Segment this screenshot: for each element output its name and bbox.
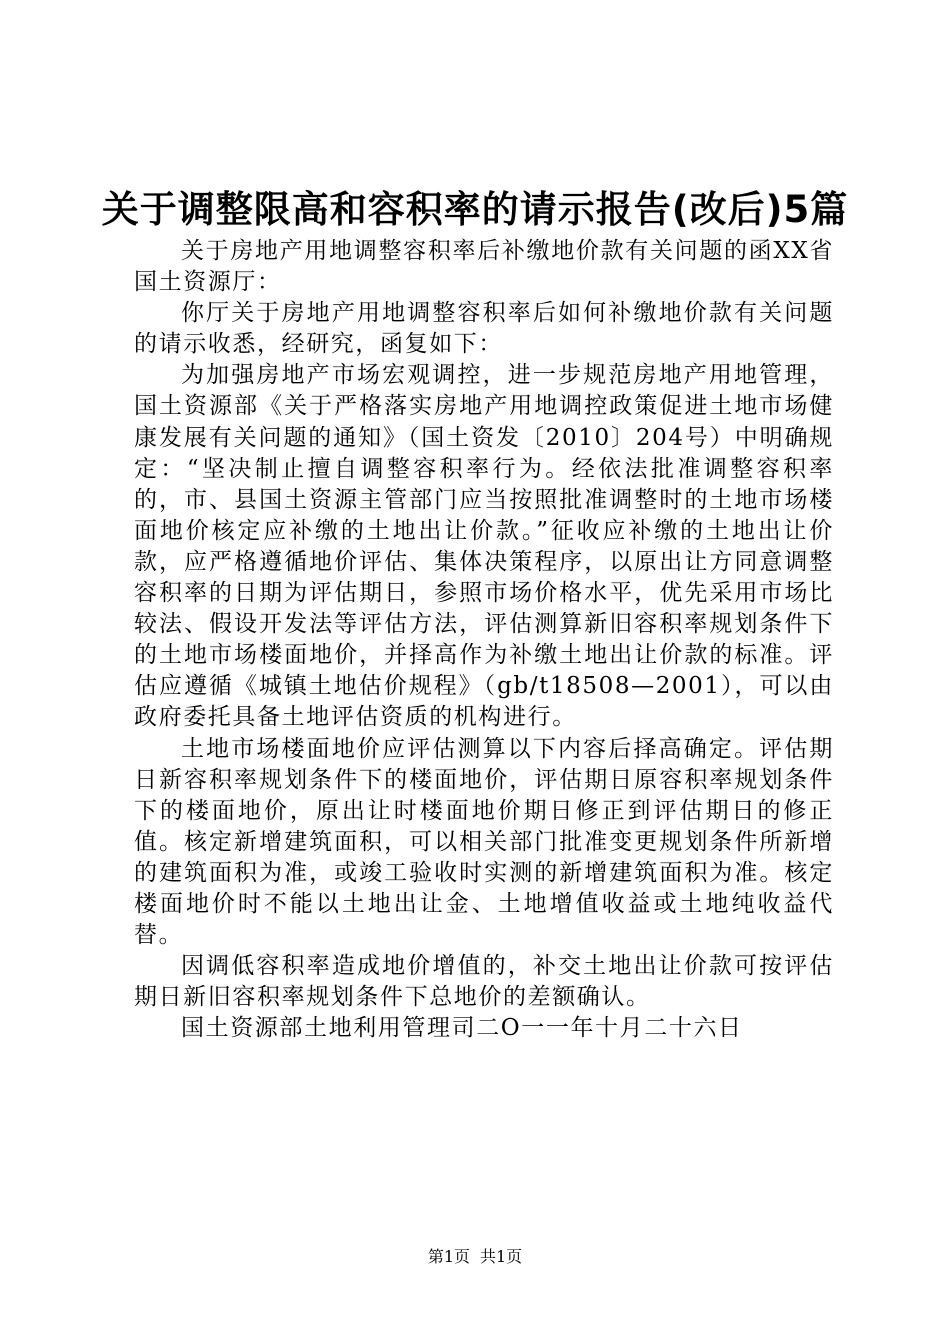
page-footer <box>0 1247 950 1267</box>
page-total: 共1页 <box>480 1247 523 1266</box>
document-title: 关于调整限高和容积率的请示报告(改后)5篇 <box>101 188 849 231</box>
paragraph-signature-date: 国土资源部土地利用管理司二O一一年十月二十六日 <box>181 1015 743 1042</box>
paragraph-valuation: 土地市场楼面地价应评估测算以下内容后择高确定。评估期日新容积率规划条件下的楼面地价，评估期日原容积率规划条件下的楼面地价，原出让时楼面地价期日修正到评估期日的修正值。核定新增建筑面积，可以相关部门批准变更规划条件所新增的建筑面积为准，或竣工验收时实测的新增建筑面积为准。核定楼面地价时不能以土地出让金、土地增值收益或土地纯收益代替。 <box>134 735 834 949</box>
paragraph-addressee: 关于房地产用地调整容积率后补缴地价款有关问题的函XX省国土资源厅： <box>134 238 834 296</box>
document-body <box>134 236 834 1044</box>
paragraph-reduction: 因调低容积率造成地价增值的，补交土地出让价款可按评估期日新旧容积率规划条件下总地价的差额确认。 <box>134 953 834 1011</box>
page-number: 第1页 <box>427 1247 470 1266</box>
paragraph-intro: 你厅关于房地产用地调整容积率后如何补缴地价款有关问题的请示收悉，经研究，函复如下： <box>134 300 834 358</box>
paragraph-regulation: 为加强房地产市场宏观调控，进一步规范房地产用地管理，国土资源部《关于严格落实房地产用地调控政策促进土地市场健康发展有关问题的通知》（国土资发〔2010〕204号）中明确规定：“坚决制止擅自调整容积率行为。经依法批准调整容积率的，市、县国土资源主管部门应当按照批准调整时的土地市场楼面地价核定应补缴的土地出让价款。”征收应补缴的土地出让价款，应严格遵循地价评估、集体决策程序，以原出让方同意调整容积率的日期为评估期日，参照市场价格水平，优先采用市场比较法、假设开发法等评估方法，评估测算新旧容积率规划条件下的土地市场楼面地价，并择高作为补缴土地出让价款的标准。评估应遵循《城镇土地估价规程》（gb/t18508—2001），可以由政府委托具备土地评估资质的机构进行。 <box>134 362 834 731</box>
